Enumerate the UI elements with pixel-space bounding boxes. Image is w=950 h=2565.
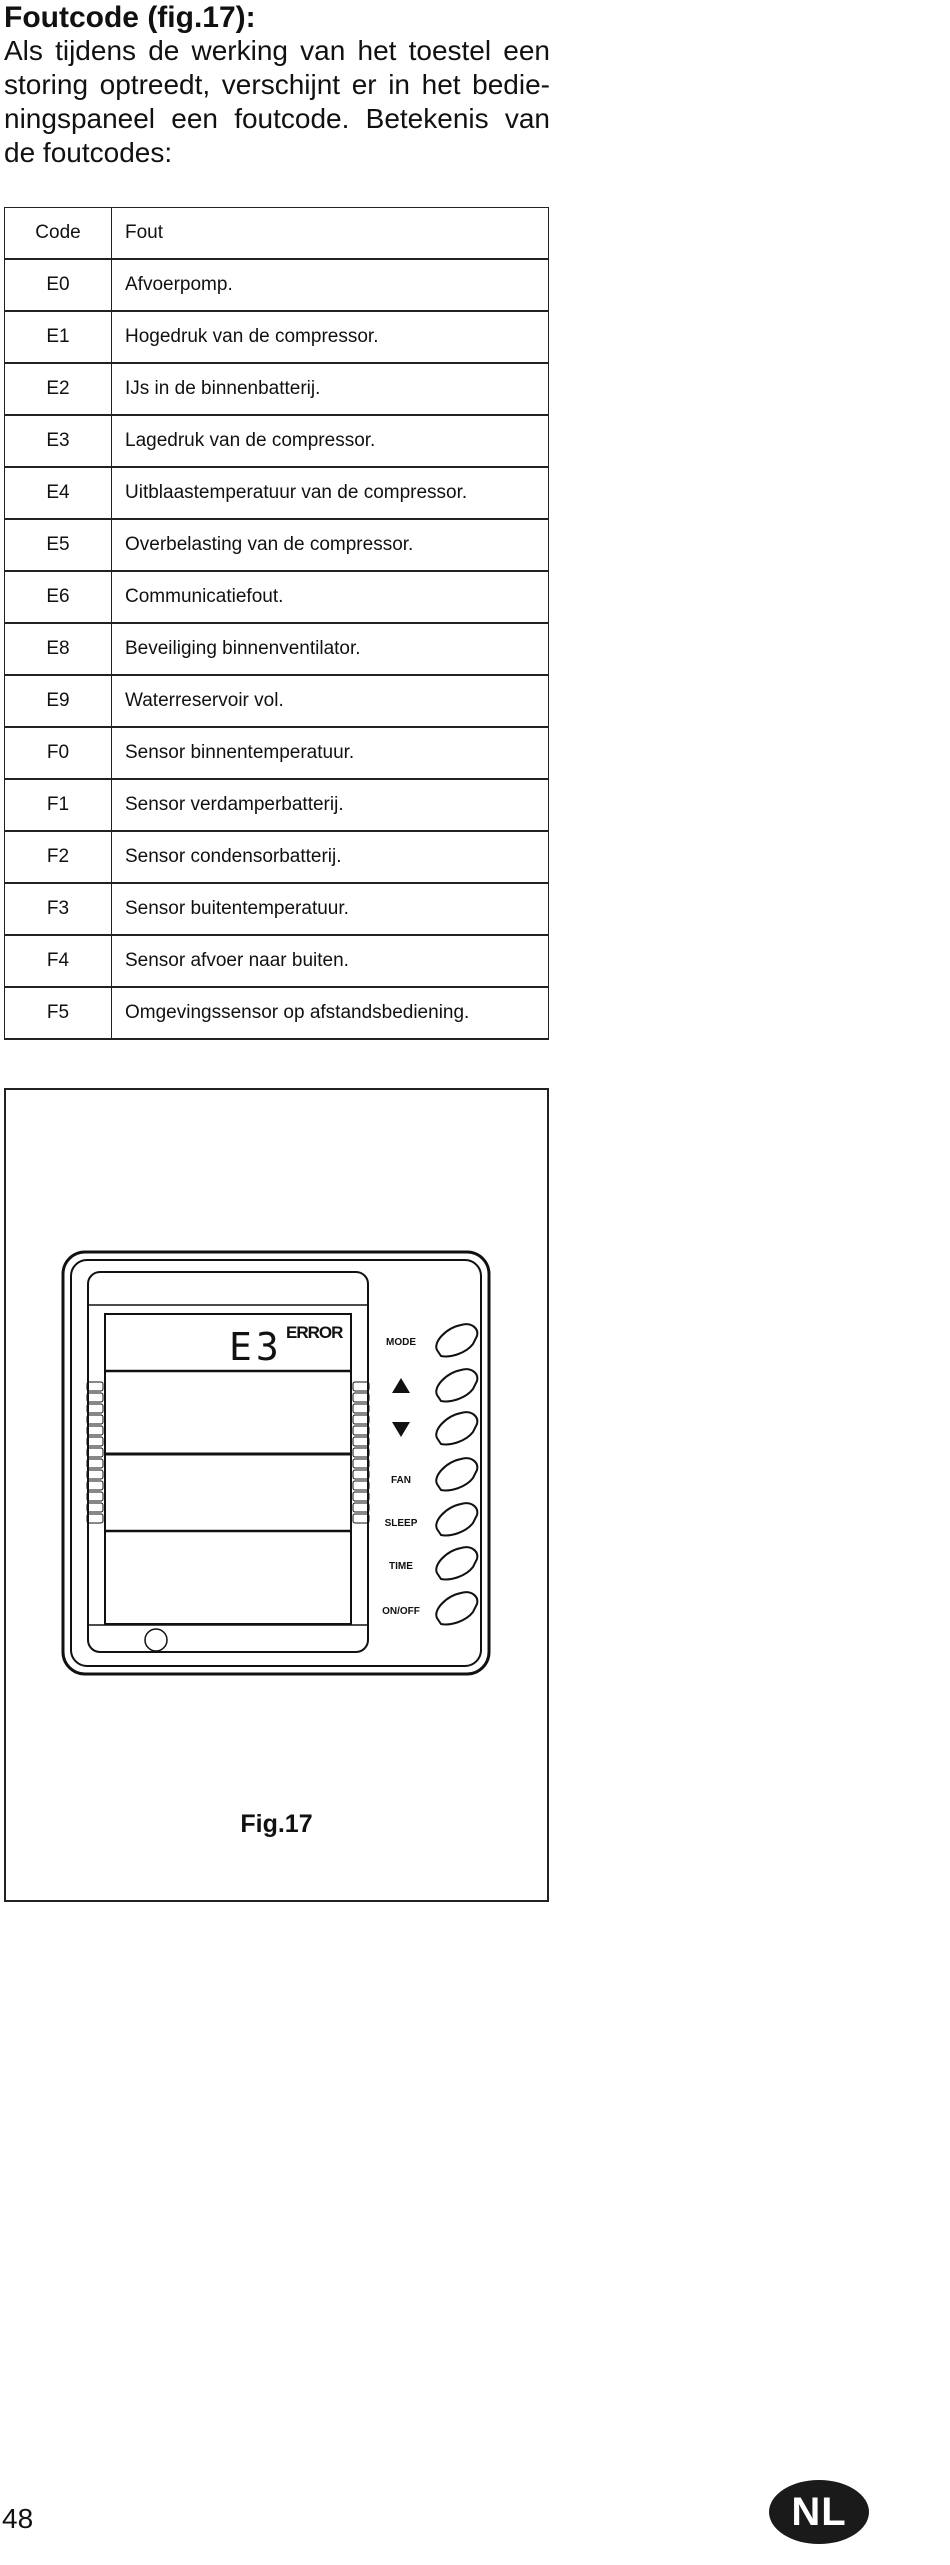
code-cell: E3 [5,415,112,467]
error-code-table [4,207,549,1040]
code-cell: E6 [5,571,112,623]
button-down[interactable] [392,1412,477,1444]
code-cell: F0 [5,727,112,779]
table-row [5,467,549,519]
fault-cell: Communicatiefout. [112,571,549,623]
fault-cell: Sensor binnentemperatuur. [112,727,549,779]
intro-line: de foutcodes: [4,137,173,168]
table-row [5,883,549,935]
button-mode[interactable] [386,1324,477,1356]
table-row [5,571,549,623]
button-sleep[interactable] [385,1503,478,1535]
code-cell: E2 [5,363,112,415]
table-row [5,935,549,987]
button-label: ON/OFF [382,1606,420,1617]
remote-control-illustration [61,1250,501,1690]
code-cell: F5 [5,987,112,1039]
button-up[interactable] [392,1369,477,1401]
code-cell: F4 [5,935,112,987]
fault-cell: Lagedruk van de compressor. [112,415,549,467]
column-header-fout: Fout [112,208,549,260]
table-row [5,311,549,363]
code-cell: F1 [5,779,112,831]
table-row [5,727,549,779]
table-row [5,519,549,571]
left-grip-ribs [87,1382,103,1523]
table-row [5,987,549,1039]
fault-cell: Overbelasting van de compressor. [112,519,549,571]
fault-cell: Afvoerpomp. [112,259,549,311]
intro-line: storing optreedt, verschijnt er in het bedie- [4,69,550,100]
button-label: TIME [389,1561,413,1572]
fault-cell: Sensor verdamperbatterij. [112,779,549,831]
intro-paragraph [4,34,550,170]
code-cell: E9 [5,675,112,727]
fault-cell: Omgevingssensor op afstandsbediening. [112,987,549,1039]
table-row [5,623,549,675]
section-heading: Foutcode (fig.17): [4,1,256,34]
fault-cell: Hogedruk van de compressor. [112,311,549,363]
page-number: 48 [2,2503,34,2534]
fault-cell: Waterreservoir vol. [112,675,549,727]
right-grip-ribs [353,1382,369,1523]
up-arrow-icon [392,1378,410,1393]
table-row [5,831,549,883]
down-arrow-icon [392,1422,410,1437]
table-row [5,259,549,311]
table-row [5,415,549,467]
fault-cell: Sensor condensorbatterij. [112,831,549,883]
fault-cell: Sensor afvoer naar buiten. [112,935,549,987]
fault-cell: Uitblaastemperatuur van de compressor. [112,467,549,519]
intro-line: Als tijdens de werking van het toestel een [4,35,550,66]
intro-line: ningspaneel een foutcode. Betekenis van [4,103,550,134]
fault-cell: Sensor buitentemperatuur. [112,883,549,935]
table-row [5,675,549,727]
table-row [5,779,549,831]
display-error-code: E3 [229,1325,283,1369]
language-badge: NL [769,2480,869,2544]
code-cell: F3 [5,883,112,935]
button-label: MODE [386,1337,416,1348]
button-on-off[interactable] [382,1592,477,1624]
table-header-row [5,208,549,260]
button-label: SLEEP [384,1518,418,1529]
column-header-code: Code [5,208,112,260]
button-label: FAN [391,1475,411,1486]
button-time[interactable] [389,1547,477,1579]
code-cell: E1 [5,311,112,363]
button-fan[interactable] [391,1458,477,1490]
fault-cell: IJs in de binnenbatterij. [112,363,549,415]
code-cell: E4 [5,467,112,519]
code-cell: F2 [5,831,112,883]
code-cell: E0 [5,259,112,311]
figure-caption: Fig.17 [240,1810,313,1838]
sensor-circle [145,1629,167,1651]
figure-17-box [4,1088,549,1902]
code-cell: E5 [5,519,112,571]
code-cell: E8 [5,623,112,675]
fault-cell: Beveiliging binnenventilator. [112,623,549,675]
table-row [5,363,549,415]
display-error-text: ERROR [286,1323,343,1342]
